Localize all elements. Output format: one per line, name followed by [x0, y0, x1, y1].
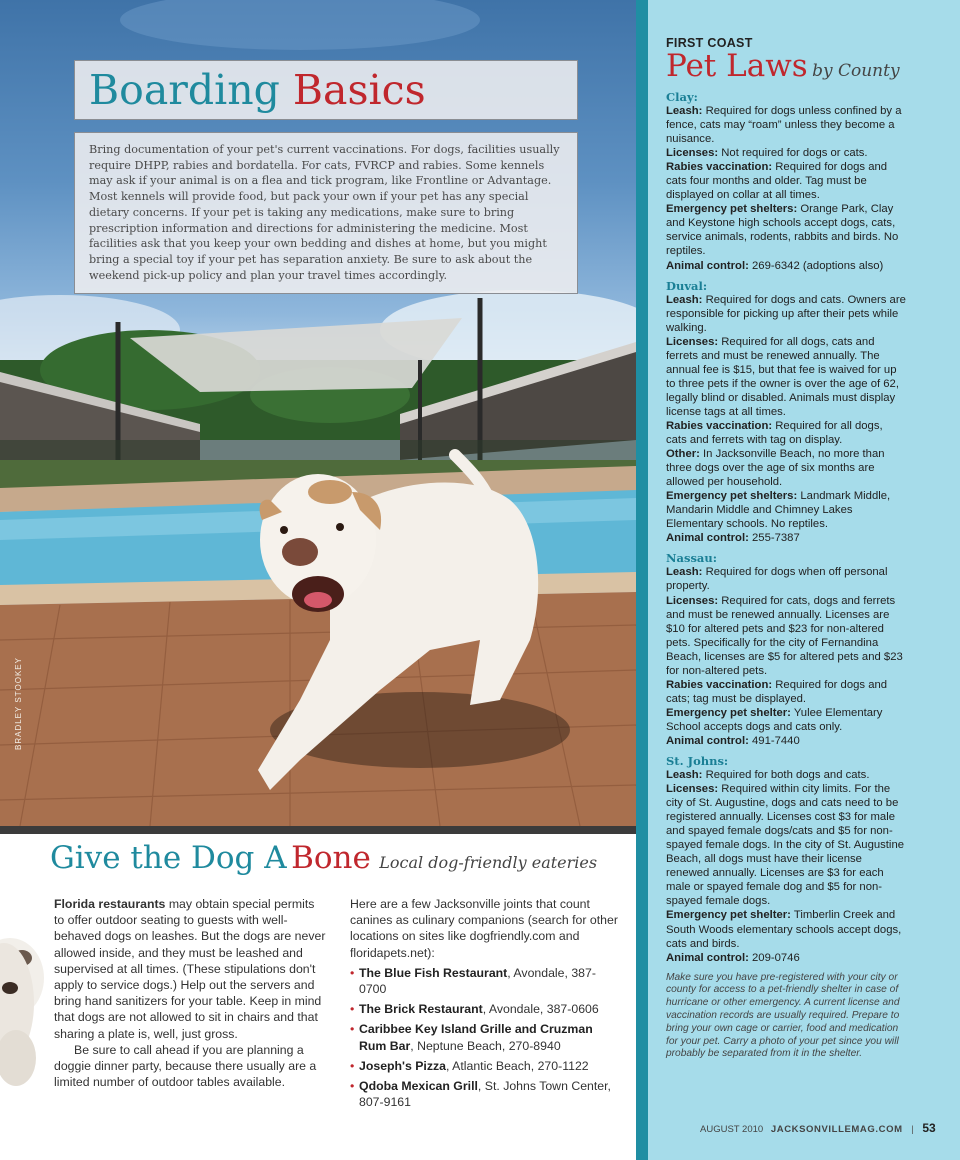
law-text: 491-7440	[752, 734, 800, 747]
law-item	[666, 706, 906, 734]
restaurants-intro: Here are a few Jacksonville joints that count canines as culinary companions (search for other locations on sites like dogfriendly.com and floridapets.net):	[350, 897, 618, 960]
law-label: Licenses:	[666, 147, 719, 160]
restaurant-item	[350, 1078, 622, 1110]
law-text: Required for dogs and cats four months and older. Tag must be displayed on collar at all times.	[666, 161, 888, 202]
law-item	[666, 489, 906, 531]
law-text: 209-0746	[752, 951, 800, 964]
issue-date: AUGUST 2010	[700, 1124, 764, 1135]
sidebar-kicker: FIRST COAST	[666, 36, 753, 50]
pet-laws-sidebar	[648, 0, 960, 1160]
law-text: Required for both dogs and cats.	[705, 769, 870, 782]
law-label: Licenses:	[666, 594, 719, 607]
law-item	[666, 146, 906, 160]
page-number: 53	[922, 1121, 936, 1135]
law-text: Required for dogs and cats. Owners are responsible for picking up after their pets while walking.	[666, 293, 906, 334]
law-label: Animal control:	[666, 259, 749, 272]
law-text: Required for dogs when off personal property.	[666, 566, 888, 593]
restaurant-detail: , St. Johns Town Center, 807-9161	[359, 1079, 611, 1110]
restaurant-list	[350, 965, 622, 1111]
law-text: Yulee Elementary School accepts dogs and cats only.	[666, 706, 883, 733]
photo-divider	[0, 826, 636, 834]
law-label: Animal control:	[666, 532, 749, 545]
paragraph-2: Be sure to call ahead if you are planning a doggie dinner party, because there usually are a limited number of outdoor tables available.	[54, 1042, 317, 1090]
title-word-basics: Basics	[292, 66, 426, 114]
dog-bone-column-1	[54, 896, 326, 1090]
law-label: Animal control:	[666, 951, 749, 964]
sidebar-edge	[636, 0, 648, 1160]
law-label: Animal control:	[666, 734, 749, 747]
law-label: Rabies vaccination:	[666, 678, 773, 691]
law-text: Required for dogs unless confined by a fence, cats may “roam” unless they become a nuisance.	[666, 105, 902, 146]
law-item	[666, 104, 906, 146]
title-word-boarding: Boarding	[89, 66, 280, 114]
paragraph-1-text: may obtain special permits to offer outdoor seating to guests with well-behaved dogs on leashes. But the dogs are never allowed inside, and they must be leashed and supervised at all times. (These stipulations don't apply to service dogs.) Help out the servers and bring hand sanitizers for your table. Keep in mind that dogs are not allowed to sit in chairs and that sharing a plate is, well, just gross.	[54, 897, 326, 1041]
lead-in: Florida restaurants	[54, 897, 166, 911]
restaurant-name: Joseph's Pizza	[359, 1058, 446, 1073]
shelter-note: Make sure you have pre-registered with your city or county for access to a pet-friendly shelter in case of hurricane or other emergency. A current license and vaccination records are usually required. Prepare to bring your own cage or carrier, food and medication for your pet. Carry a photo of your pet since you will probably be separated from it in the shelter.	[666, 971, 900, 1060]
law-label: Leash:	[666, 293, 703, 306]
boarding-basics-body-box	[74, 132, 578, 294]
county-heading-st-johns: St. Johns:	[666, 754, 729, 769]
law-item	[666, 734, 906, 748]
site-url[interactable]: JACKSONVILLEMAG.COM	[770, 1124, 903, 1135]
law-item	[666, 565, 906, 593]
law-text: In Jacksonville Beach, no more than three dogs over the age of six months are allowed per household.	[666, 448, 885, 489]
dog-bone-title-part2: Bone	[291, 840, 371, 876]
law-label: Emergency pet shelter:	[666, 706, 791, 719]
restaurant-item	[350, 1021, 622, 1053]
law-label: Rabies vaccination:	[666, 161, 773, 174]
county-heading-nassau: Nassau:	[666, 551, 717, 566]
law-item	[666, 951, 906, 965]
law-label: Leash:	[666, 105, 703, 117]
restaurant-detail: , Avondale, 387-0606	[482, 1002, 599, 1017]
law-item	[666, 259, 906, 273]
law-item	[666, 293, 906, 335]
county-heading-duval: Duval:	[666, 278, 708, 293]
dog-bone-subtitle: Local dog-friendly eateries	[379, 853, 598, 872]
law-text: Timberlin Creek and South Woods elementary schools accept dogs, cats and birds.	[666, 909, 902, 950]
law-text: Required within city limits. For the city of St. Augustine, dogs and cats need to be registered annually. Licenses cost $3 for male and spayed female dogs/cats and $5 for non-spayed female dogs. In the city of St. Augustine Beach, all dogs must have their license renewed annually. Licenses are $3 for each male or spayed female dog and $5 for non-spayed female dogs.	[666, 783, 905, 908]
restaurant-name: The Blue Fish Restaurant	[359, 965, 508, 980]
page-footer	[700, 1121, 936, 1135]
law-text: Required for cats, dogs and ferrets and must be renewed annually. Licenses are $10 for altered pets and $23 for non-altered pets. Specifically for the city of Fernandina Beach, licenses are $5 for altered pets and $23 for non-altered pets.	[666, 594, 903, 677]
footer-separator: |	[911, 1124, 914, 1135]
hero-photo	[0, 0, 636, 826]
law-text: 269-6342 (adoptions also)	[752, 259, 884, 272]
law-label: Licenses:	[666, 335, 719, 348]
law-text: Landmark Middle, Mandarin Middle and Chimney Lakes Elementary schools. No reptiles.	[666, 490, 891, 531]
dog-bone-title-part1: Give the Dog A	[50, 840, 287, 876]
law-text: 255-7387	[752, 532, 800, 545]
law-item	[666, 419, 906, 447]
law-item	[666, 447, 906, 489]
law-text: Required for all dogs, cats and ferrets and must be renewed annually. The annual fee is $15, but that fee is waived for up to three pets if the owner is over the age of 62, legally blind or disabled. Animals must display license tags at all times.	[666, 335, 899, 418]
restaurant-detail: , Neptune Beach, 270-8940	[410, 1038, 561, 1053]
dog-bone-heading	[50, 840, 597, 876]
puppy-illustration	[0, 918, 48, 1098]
law-item	[666, 782, 906, 908]
restaurant-name: Caribbee Key Island Grille and Cruzman Rum Bar	[359, 1022, 593, 1053]
law-item	[666, 594, 906, 678]
law-label: Leash:	[666, 769, 703, 782]
law-item	[666, 202, 906, 258]
restaurant-detail: , Atlantic Beach, 270-1122	[446, 1058, 589, 1073]
restaurant-item	[350, 1001, 622, 1017]
sidebar-title-main: Pet Laws	[666, 48, 808, 84]
paragraph-1	[54, 896, 326, 1042]
boarding-basics-text: Bring documentation of your pet's current vaccinations. For dogs, facilities usually require DHPP, rabies and bordatella. For cats, FVRCP and rabies. Some kennels may ask if your animal is on a flea and tick program, like Frontline or Advantage. Most kennels will provide food, but pack your own if your pet has any special dietary concerns. If your pet is taking any medications, make sure to bring prescription information and directions for administering the medicine. Most facilities ask that you keep your own bedding and dishes at home, but you might bring a special toy if your pet has separation anxiety. Be sure to ask about the weekend pick-up policy and plan your travel times accordingly.	[89, 143, 560, 282]
restaurant-name: The Brick Restaurant	[359, 1002, 483, 1017]
law-label: Emergency pet shelters:	[666, 203, 798, 216]
law-label: Rabies vaccination:	[666, 419, 773, 432]
law-item	[666, 531, 906, 545]
photo-credit: BRADLEY STOOKEY	[14, 657, 23, 750]
law-label: Emergency pet shelters:	[666, 490, 798, 503]
boarding-basics-title-box	[74, 60, 578, 120]
law-item	[666, 335, 906, 419]
pool-dog-illustration	[0, 0, 636, 826]
law-label: Licenses:	[666, 783, 719, 796]
law-item	[666, 768, 906, 782]
restaurant-name: Qdoba Mexican Grill	[359, 1079, 478, 1094]
law-label: Other:	[666, 448, 700, 461]
boarding-basics-title	[89, 65, 426, 115]
pet-laws-content	[666, 36, 906, 1061]
law-label: Emergency pet shelter:	[666, 909, 791, 922]
sidebar-title-sub: by County	[812, 61, 900, 81]
law-text: Required for dogs and cats; tag must be displayed.	[666, 678, 888, 705]
law-label: Leash:	[666, 566, 703, 579]
law-item	[666, 678, 906, 706]
county-heading-clay: Clay:	[666, 90, 698, 104]
law-item	[666, 160, 906, 202]
law-text: Not required for dogs or cats.	[721, 147, 868, 160]
sidebar-title	[666, 48, 906, 84]
restaurant-item	[350, 965, 622, 997]
dog-bone-column-2	[350, 896, 622, 1114]
restaurant-detail: , Avondale, 387-0700	[359, 965, 596, 997]
law-text: Orange Park, Clay and Keystone high schools accept dogs, cats, service animals, rodents, rabbits and birds. No reptiles.	[666, 203, 899, 258]
law-item	[666, 908, 906, 950]
law-text: Required for all dogs, cats and ferrets with tag on display.	[666, 419, 883, 447]
restaurant-item	[350, 1058, 622, 1074]
